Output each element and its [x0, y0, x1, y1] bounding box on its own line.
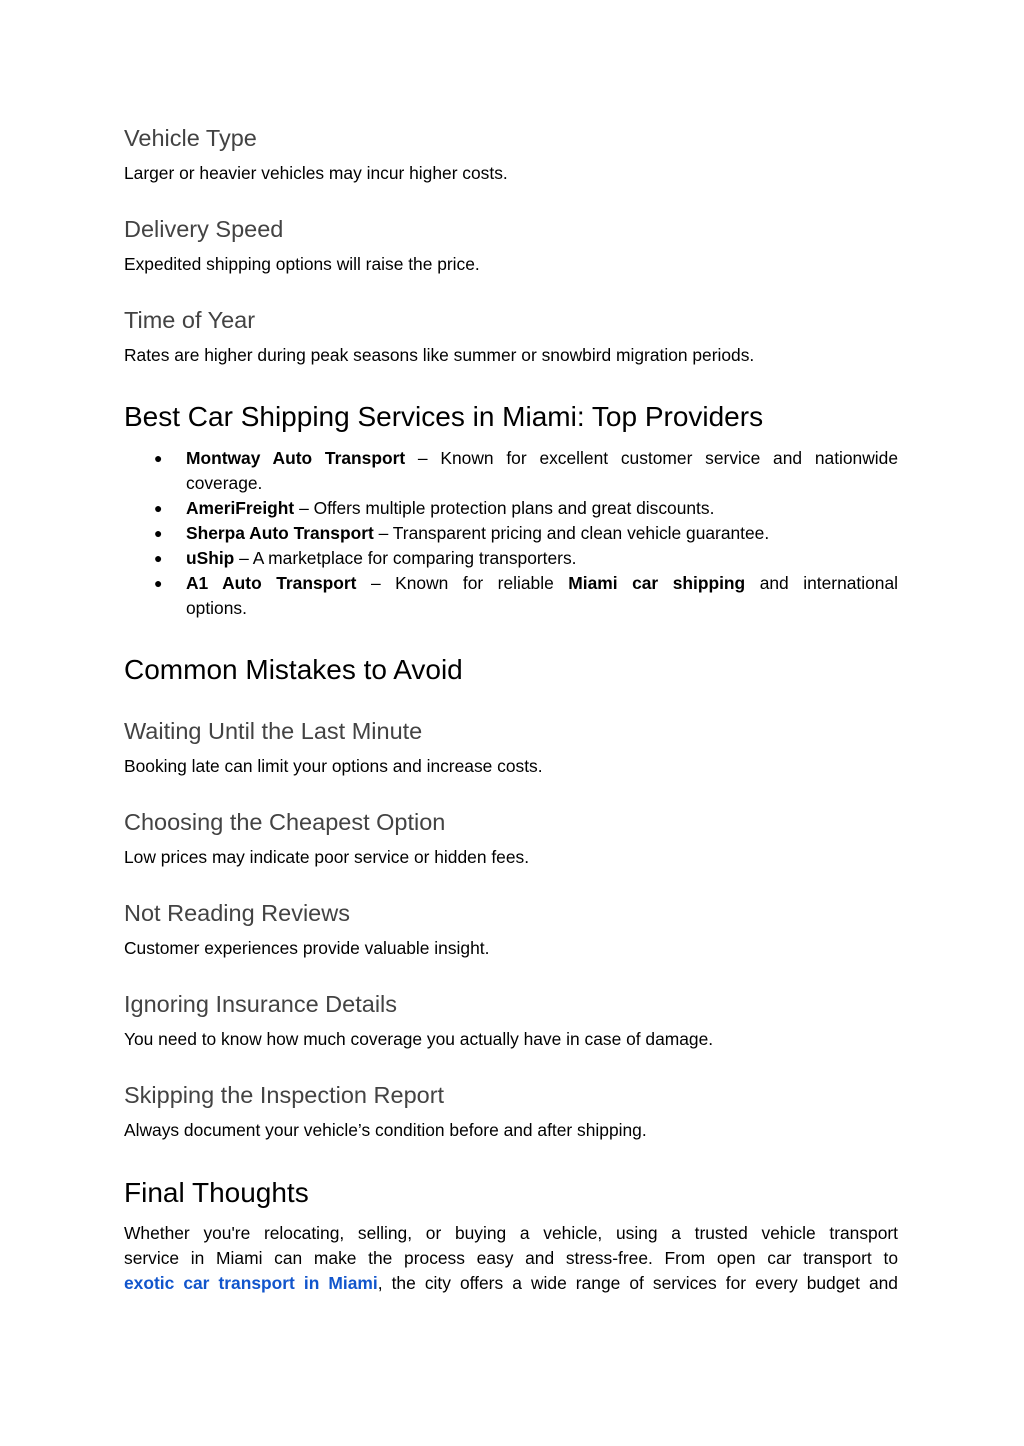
- provider-name: AmeriFreight: [186, 498, 295, 518]
- list-item-line: [186, 446, 898, 471]
- provider-desc: – Transparent pricing and clean vehicle guarantee.: [373, 523, 770, 543]
- provider-desc: – Known for reliable: [356, 573, 569, 593]
- provider-desc: – Offers multiple protection plans and great discounts.: [294, 498, 715, 518]
- delivery-speed-text: Expedited shipping options will raise the price.: [124, 254, 480, 274]
- delivery-speed-heading: Delivery Speed: [124, 216, 284, 242]
- list-item-line: options.: [186, 598, 247, 618]
- mistake-heading: Skipping the Inspection Report: [124, 1082, 445, 1108]
- providers-heading: Best Car Shipping Services in Miami: Top Providers: [124, 401, 764, 432]
- final-thoughts-heading: Final Thoughts: [124, 1177, 309, 1208]
- bullet-icon: ●: [154, 450, 163, 466]
- provider-keyword: Miami car shipping: [568, 573, 746, 593]
- mistake-text: Low prices may indicate poor service or hidden fees.: [124, 847, 530, 867]
- bullet-icon: ●: [154, 575, 163, 591]
- mistakes-heading: Common Mistakes to Avoid: [124, 654, 463, 685]
- provider-desc: – A marketplace for comparing transporters.: [234, 548, 577, 568]
- bullet-icon: ●: [154, 525, 163, 541]
- list-item: [124, 446, 898, 496]
- bullet-icon: ●: [154, 550, 163, 566]
- list-item: [124, 496, 898, 521]
- mistake-text: Customer experiences provide valuable insight.: [124, 938, 490, 958]
- exotic-car-transport-link[interactable]: exotic car transport in Miami: [124, 1273, 378, 1293]
- list-item: [124, 546, 898, 571]
- final-thoughts-line: Whether you're relocating, selling, or buying a vehicle, using a trusted vehicle transport: [124, 1223, 898, 1243]
- mistake-heading: Waiting Until the Last Minute: [124, 718, 423, 744]
- list-item-line: coverage.: [186, 473, 263, 493]
- provider-desc: and international: [745, 573, 899, 593]
- mistake-heading: Not Reading Reviews: [124, 900, 350, 926]
- time-of-year-heading: Time of Year: [124, 307, 256, 333]
- vehicle-type-text: Larger or heavier vehicles may incur higher costs.: [124, 163, 508, 183]
- list-item: [124, 521, 898, 546]
- mistake-heading: Choosing the Cheapest Option: [124, 809, 446, 835]
- vehicle-type-heading: Vehicle Type: [124, 125, 257, 151]
- list-item-line: [186, 571, 898, 596]
- mistake-text: Booking late can limit your options and increase costs.: [124, 756, 543, 776]
- mistake-heading: Ignoring Insurance Details: [124, 991, 398, 1017]
- provider-name: A1 Auto Transport: [186, 573, 357, 593]
- final-thoughts-line: [124, 1271, 898, 1296]
- mistake-text: You need to know how much coverage you actually have in case of damage.: [124, 1029, 714, 1049]
- list-item: [124, 571, 898, 621]
- provider-name: uShip: [186, 548, 235, 568]
- provider-name: Sherpa Auto Transport: [186, 523, 374, 543]
- final-thoughts-text: , the city offers a wide range of services for every budget and: [377, 1273, 898, 1293]
- provider-desc: – Known for excellent customer service and nationwide: [405, 448, 898, 468]
- provider-name: Montway Auto Transport: [186, 448, 406, 468]
- final-thoughts-line: service in Miami can make the process easy and stress-free. From open car transport to: [124, 1248, 898, 1268]
- mistake-text: Always document your vehicle’s condition before and after shipping.: [124, 1120, 647, 1140]
- time-of-year-text: Rates are higher during peak seasons like summer or snowbird migration periods.: [124, 345, 755, 365]
- providers-list: [124, 446, 898, 621]
- bullet-icon: ●: [154, 500, 163, 516]
